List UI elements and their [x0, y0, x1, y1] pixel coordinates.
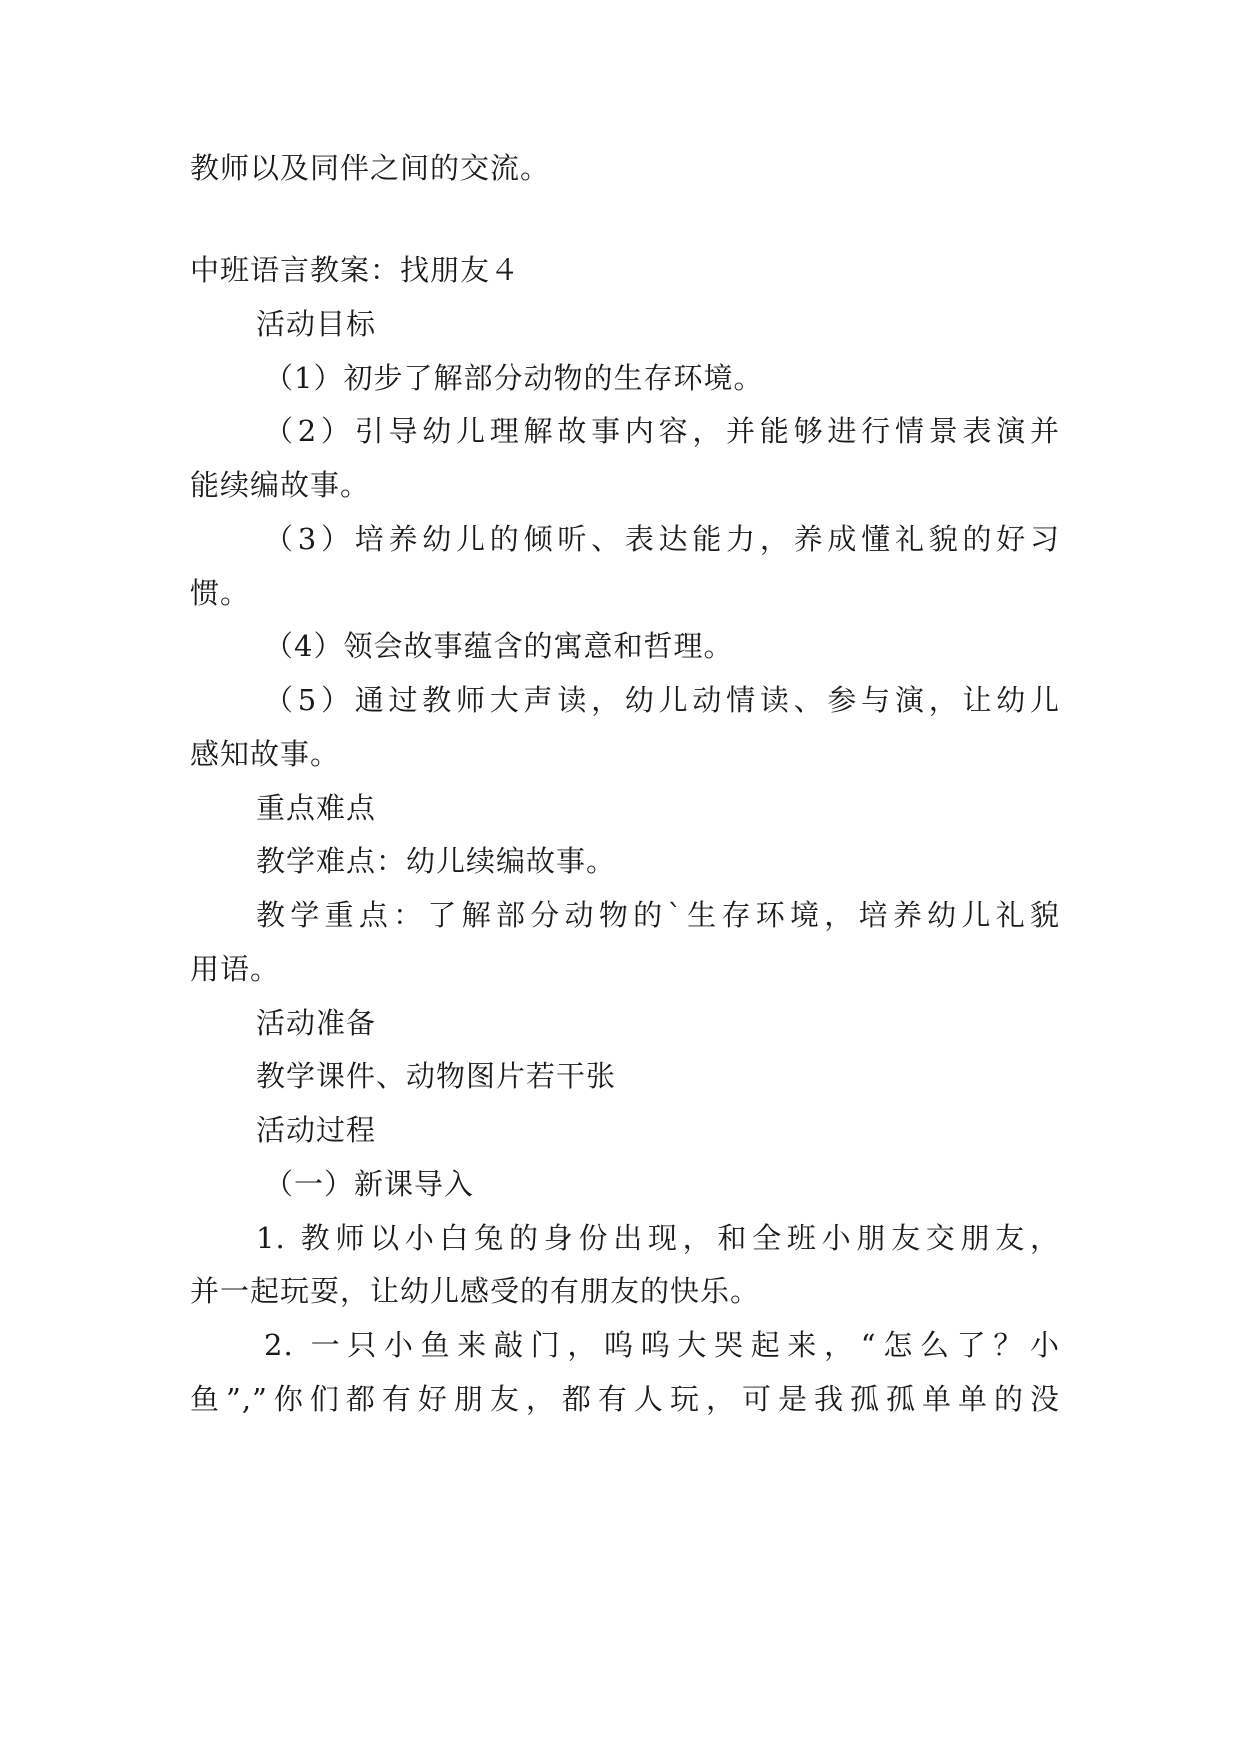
goal-item-5-cont: 感知故事。	[190, 737, 341, 771]
heading-activity-goals: 活动目标	[256, 307, 377, 341]
process-item-1-cont: 并一起玩耍，让幼儿感受的有朋友的快乐。	[190, 1274, 761, 1308]
section-title: 中班语言教案：找朋友４	[190, 253, 521, 287]
prep-materials: 教学课件、动物图片若干张	[256, 1059, 617, 1093]
teaching-focus-cont: 用语。	[190, 952, 281, 986]
teaching-difficulty: 教学难点：幼儿续编故事。	[256, 844, 617, 878]
goal-item-2: （2）引导幼儿理解故事内容，并能够进行情景表演并	[264, 414, 1060, 448]
heading-activity-prep: 活动准备	[256, 1006, 377, 1040]
paragraph-line: 教师以及同伴之间的交流。	[190, 151, 551, 185]
process-item-2-cont: 鱼”,”你们都有好朋友，都有人玩，可是我孤孤单单的没	[190, 1382, 1060, 1416]
goal-item-3-cont: 惯。	[190, 576, 251, 610]
heading-key-points: 重点难点	[256, 791, 377, 825]
goal-item-2-cont: 能续编故事。	[190, 468, 371, 502]
process-step-1-heading: （一）新课导入	[264, 1167, 475, 1201]
process-item-2: 2. 一只小鱼来敲门，呜呜大哭起来，“怎么了？小	[264, 1328, 1060, 1362]
heading-activity-process: 活动过程	[256, 1113, 377, 1147]
goal-item-1: （1）初步了解部分动物的生存环境。	[264, 361, 764, 395]
goal-item-4: （4）领会故事蕴含的寓意和哲理。	[264, 629, 734, 663]
goal-item-5: （5）通过教师大声读，幼儿动情读、参与演，让幼儿	[264, 683, 1060, 717]
process-item-1: 1. 教师以小白兔的身份出现，和全班小朋友交朋友，	[256, 1221, 1060, 1255]
goal-item-3: （3）培养幼儿的倾听、表达能力，养成懂礼貌的好习	[264, 522, 1060, 556]
teaching-focus: 教学重点：了解部分动物的`生存环境，培养幼儿礼貌	[256, 898, 1060, 932]
